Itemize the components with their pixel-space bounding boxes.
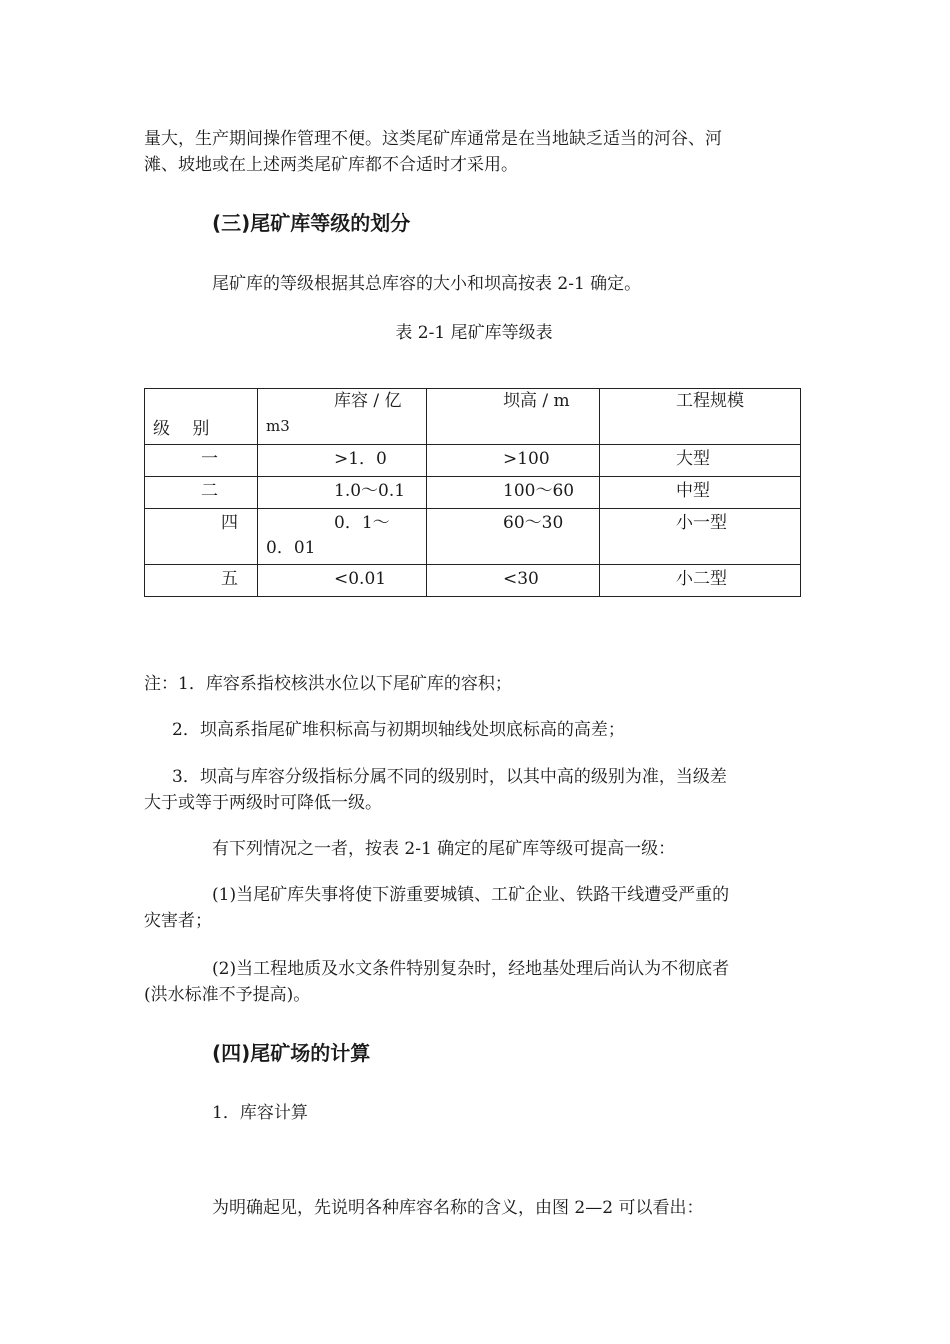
table-row [145,477,801,509]
cell-height: >100 [503,449,550,469]
condition-2-line-1: (2)当工程地质及水文条件特别复杂时，经地基处理后尚认为不彻底者 [212,959,730,979]
cell-capacity: 1.0～0.1 [334,481,406,501]
table-row [145,565,801,597]
table-header-row [145,389,801,445]
subsection-capacity-calc: 1．库容计算 [212,1103,308,1123]
note-3-line-2: 大于或等于两级时可降低一级。 [144,793,382,813]
cell-scale: 小一型 [676,513,727,533]
condition-2-line-2: (洪水标准不予提高)。 [144,985,311,1005]
table-caption: 表 2-1 尾矿库等级表 [395,323,553,343]
section-3-paragraph: 尾矿库的等级根据其总库容的大小和坝高按表 2-1 确定。 [212,274,642,294]
cell-scale: 小二型 [676,569,727,589]
note-3-line-1: 3．坝高与库容分级指标分属不同的级别时，以其中高的级别为准，当级差 [172,767,727,787]
cell-grade: 二 [201,481,218,501]
header-capacity: 库容 / 亿 m3 [258,389,427,445]
condition-2 [144,956,804,1008]
cell-grade: 一 [201,449,218,469]
cell-scale: 中型 [676,481,710,501]
cell-grade: 五 [221,569,238,589]
cell-height: 60～30 [503,513,564,533]
condition-1 [144,882,804,934]
cell-height: 100～60 [503,481,575,501]
intro-paragraph [144,126,804,178]
header-scale: 工程规模 [600,389,801,445]
header-height: 坝高 / m [427,389,600,445]
cell-height: <30 [503,569,539,589]
section-4-heading: (四)尾矿场的计算 [212,1041,371,1065]
condition-1-line-2: 灾害者； [144,911,212,931]
cell-capacity: 0．1～ [334,513,390,533]
cell-capacity-cont: 0．01 [266,538,316,558]
note-3 [144,764,804,816]
grade-table [144,388,801,597]
cell-capacity: >1．0 [334,449,387,469]
intro-line-2: 滩、坡地或在上述两类尾矿库都不合适时才采用。 [144,155,518,175]
table-row [145,509,801,565]
cell-capacity: <0.01 [334,569,387,589]
header-grade: 级 别 [145,389,258,445]
cell-grade: 四 [221,513,238,533]
condition-1-line-1: (1)当尾矿库失事将使下游重要城镇、工矿企业、铁路干线遭受严重的 [212,885,730,905]
raise-intro: 有下列情况之一者，按表 2-1 确定的尾矿库等级可提高一级： [212,839,676,859]
note-2: 2．坝高系指尾矿堆积标高与初期坝轴线处坝底标高的高差； [172,720,625,740]
cell-scale: 大型 [676,449,710,469]
section-4-paragraph: 为明确起见，先说明各种库容名称的含义，由图 2—2 可以看出： [212,1198,704,1218]
note-1: 注：1．库容系指校核洪水位以下尾矿库的容积； [144,674,512,694]
intro-line-1: 量大，生产期间操作管理不便。这类尾矿库通常是在当地缺乏适当的河谷、河 [144,129,722,149]
table-row [145,445,801,477]
section-3-heading: (三)尾矿库等级的划分 [212,211,411,235]
